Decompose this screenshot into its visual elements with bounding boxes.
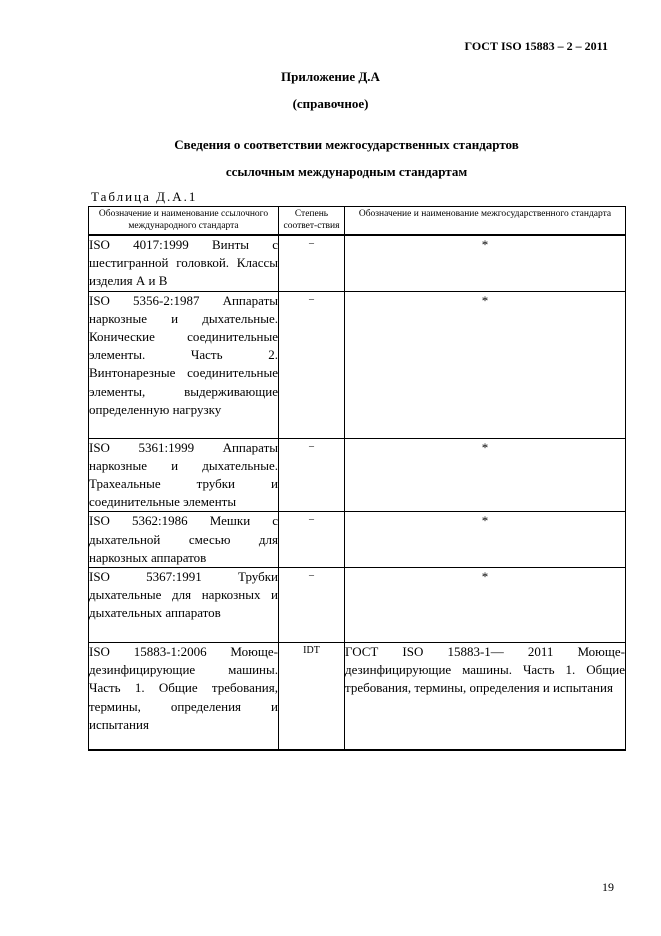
table-row xyxy=(89,568,626,643)
cell-degree: – xyxy=(279,512,345,568)
cell-interstate-standard: * xyxy=(345,291,626,438)
cell-degree: – xyxy=(279,438,345,512)
table-row xyxy=(89,291,626,438)
section-heading-line-2: ссылочным международным стандартам xyxy=(225,164,468,179)
section-heading-line-1: Сведения о соответствии межгосударственных стандартов xyxy=(174,137,519,152)
table-row xyxy=(89,643,626,751)
header-interstate-standard: Обозначение и наименование межгосударственного стандарта xyxy=(345,207,626,236)
table-row xyxy=(89,512,626,568)
cell-degree: – xyxy=(279,568,345,643)
cell-international-standard: ISO 5362:1986 Мешки с дыхательной смесью для наркозных аппаратов xyxy=(89,512,279,568)
cell-international-standard: ISO 5367:1991 Трубки дыхательные для наркозных и дыхательных аппаратов xyxy=(89,568,279,643)
header-international-standard: Обозначение и наименование ссылочного международного стандарта xyxy=(89,207,279,236)
cell-interstate-standard: * xyxy=(345,235,626,291)
cell-interstate-standard: ГОСТ ISO 15883-1— 2011 Моюще-дезинфицирующие машины. Часть 1. Общие требования, термины, определения и испытания xyxy=(345,643,626,751)
cell-degree: IDT xyxy=(279,643,345,751)
cell-degree: – xyxy=(279,291,345,438)
cell-international-standard: ISO 4017:1999 Винты с шестигранной головкой. Классы изделия А и В xyxy=(89,235,279,291)
annex-title: Приложение Д.А xyxy=(281,69,380,84)
table-row xyxy=(89,235,626,291)
cell-interstate-standard: * xyxy=(345,568,626,643)
standard-code: ГОСТ ISO 15883 – 2 – 2011 xyxy=(464,39,608,53)
annex-kind: (справочное) xyxy=(292,96,369,111)
table-row xyxy=(89,438,626,512)
header-degree-of-conformity: Степень соответ-ствия xyxy=(279,207,345,236)
table-caption: Таблица Д.А.1 xyxy=(91,189,198,204)
page-number: 19 xyxy=(602,880,614,894)
cell-international-standard: ISO 5361:1999 Аппараты наркозные и дыхательные. Трахеальные трубки и соединительные элементы xyxy=(89,438,279,512)
correspondence-table xyxy=(88,206,626,751)
cell-international-standard: ISO 15883-1:2006 Моюще-дезинфицирующие машины. Часть 1. Общие требования, термины, определения и испытания xyxy=(89,643,279,751)
cell-interstate-standard: * xyxy=(345,512,626,568)
cell-international-standard: ISO 5356-2:1987 Аппараты наркозные и дыхательные. Конические соединительные элементы. Часть 2. Винтонарезные соединительные элементы, выдерживающие определенную нагрузку xyxy=(89,291,279,438)
cell-degree: – xyxy=(279,235,345,291)
cell-interstate-standard: * xyxy=(345,438,626,512)
table-header-row xyxy=(89,207,626,236)
